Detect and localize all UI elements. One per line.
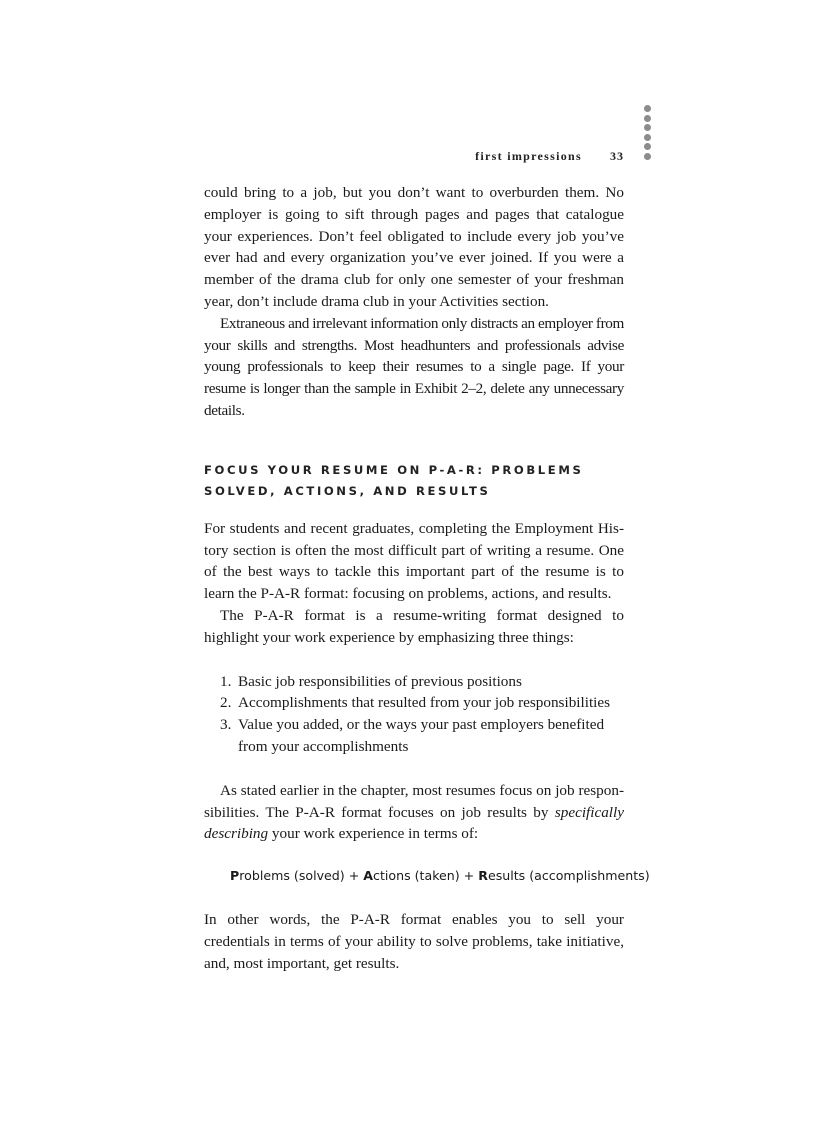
- running-title: first impressions: [475, 149, 582, 163]
- numbered-list: [204, 671, 624, 758]
- dot-icon: [644, 115, 651, 122]
- decorative-dots: [644, 105, 654, 163]
- paragraph-6: In other words, the P-A-R format enables you to sell your credentials in terms of your ability to solve problems, take initiative, and, most important, get results.: [204, 910, 624, 972]
- list-item: 1. Basic job responsibilities of previous positions: [220, 672, 522, 690]
- page-content: [204, 182, 650, 974]
- paragraph-3: For students and recent graduates, completing the Employment History section is often the most difficult part of writing a resume. One of the best ways to tackle this important part of the resume is to learn the P-A-R format: focusing on problems, actions, and results.: [204, 519, 624, 603]
- paragraph-5: As stated earlier in the chapter, most resumes focus on job responsibilities. The P-A-R format focuses on job results by specifically describing your work experience in terms of:: [204, 781, 624, 843]
- list-item: 2. Accomplishments that resulted from your job responsibilities: [220, 694, 611, 712]
- paragraph-1: could bring to a job, but you don’t want to overburden them. No employer is going to sift through pages and pages that catalogue your experiences. Don’t feel obligated to include every job you’ve ever had and every organization you’ve ever joined. If you were a member of the drama club for only one semester of your freshman year, don’t include drama club in your Activities section.: [204, 184, 624, 310]
- paragraph-2: Extraneous and irrelevant information only distracts an employer from your skills and strengths. Most headhunters and professionals advise young professionals to keep their resumes to a single page. If your resume is longer than the sample in Exhibit 2–2, delete any unnecessary details.: [204, 314, 624, 419]
- dot-icon: [644, 105, 651, 112]
- paragraph-4: The P-A-R format is a resume-writing format designed to highlight your work experience by emphasizing three things:: [204, 606, 624, 646]
- emphasis-text: specifically describing: [204, 803, 624, 843]
- dot-icon: [644, 153, 651, 160]
- list-item: 3. Value you added, or the ways your past employers benefited from your accomplishments: [220, 716, 605, 755]
- par-formula: Problems (solved) + Actions (taken) + Results (accomplishments): [230, 868, 650, 884]
- section-heading: FOCUS YOUR RESUME ON P-A-R: PROBLEMS SOLVED, ACTIONS, AND RESULTS: [204, 462, 584, 498]
- dot-icon: [644, 143, 651, 150]
- dot-icon: [644, 134, 651, 141]
- dot-icon: [644, 124, 651, 131]
- page-number: 33: [610, 149, 624, 163]
- running-header: [475, 149, 624, 164]
